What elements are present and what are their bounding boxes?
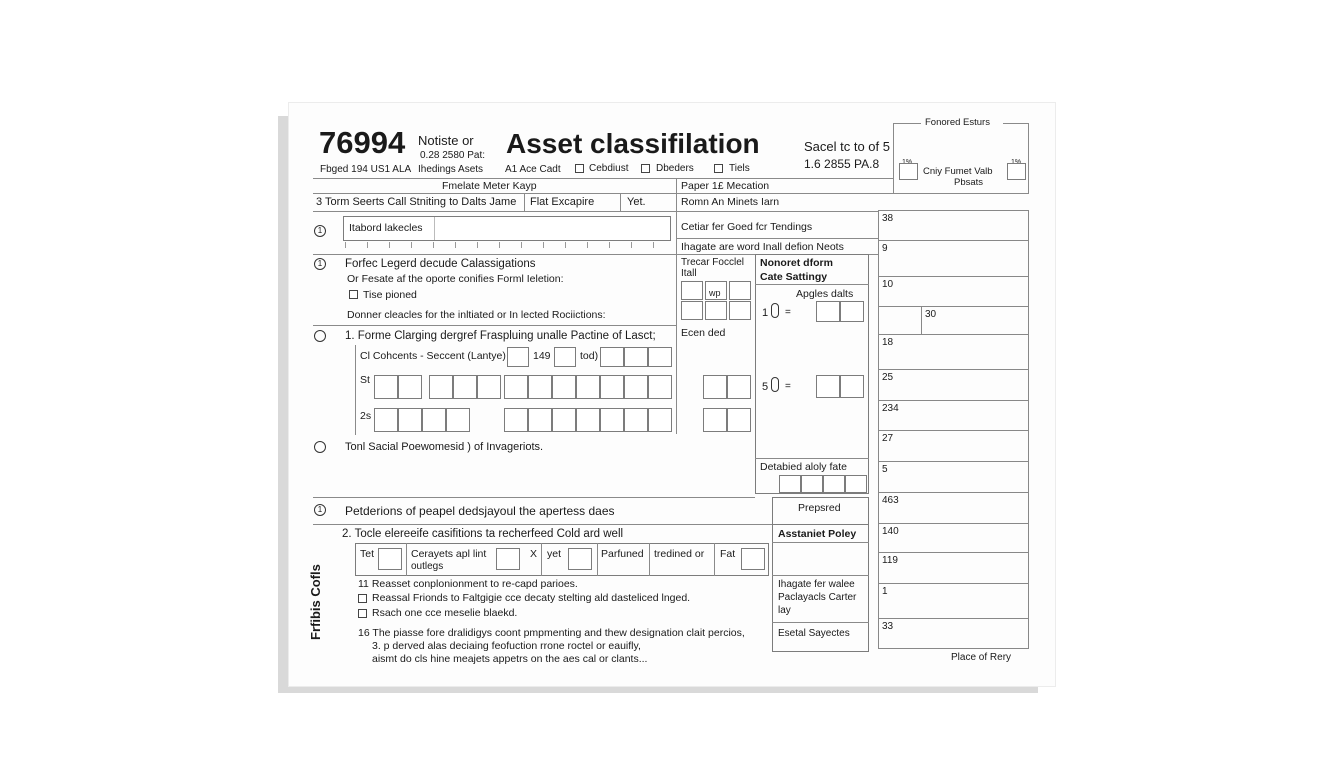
ecen-label: Ecen ded bbox=[681, 327, 726, 339]
sub1-title: Trecar Focclel bbox=[681, 257, 744, 268]
sub2-eq: = bbox=[785, 381, 791, 392]
prepared-label: Prepsred bbox=[798, 502, 841, 514]
right-value-label: 1 bbox=[882, 586, 888, 597]
col-cerayets: Cerayets apl lint bbox=[411, 548, 487, 560]
row1-cell[interactable] bbox=[624, 347, 648, 367]
sub2-eq: = bbox=[785, 307, 791, 318]
sub1-cell[interactable] bbox=[729, 281, 751, 300]
option-label-1: Cebdiust bbox=[589, 163, 629, 174]
section-5-line: 2. Tocle elereeife casifitions ta recherfeed Cold ard well bbox=[342, 528, 624, 540]
form-title: Asset classifilation bbox=[506, 128, 760, 159]
col-tet: Tet bbox=[360, 548, 375, 560]
sub2-subtitle: Cate Sattingy bbox=[760, 271, 828, 283]
detabied-cell[interactable] bbox=[823, 475, 845, 493]
section-4-line: Tonl Sacial Poewomesid ) of Invageriots. bbox=[345, 441, 544, 453]
row3-cell[interactable] bbox=[648, 408, 672, 432]
row2-cell[interactable] bbox=[624, 375, 648, 399]
row2-cell[interactable] bbox=[398, 375, 422, 399]
right-value-label: 234 bbox=[882, 403, 899, 414]
tick-ruler bbox=[345, 242, 670, 248]
note-3-checkbox[interactable] bbox=[358, 609, 367, 618]
right-value-row[interactable] bbox=[878, 618, 1029, 649]
detabied-cell[interactable] bbox=[779, 475, 801, 493]
right-value-row[interactable] bbox=[878, 240, 1029, 277]
note-2-checkbox[interactable] bbox=[358, 594, 367, 603]
right-value-row[interactable] bbox=[878, 461, 1029, 493]
tise-label: Tise pioned bbox=[363, 289, 417, 301]
row2-cell[interactable] bbox=[703, 375, 727, 399]
section-2-marker: 1 bbox=[314, 258, 326, 270]
row1-label: Cl Cohcents - Seccent (Lantye) bbox=[360, 350, 506, 362]
sub2-title: Nonoret dform bbox=[760, 257, 833, 269]
right-value-row[interactable] bbox=[878, 276, 1029, 307]
sub1-line2: Itall bbox=[681, 268, 697, 279]
right-value-label: 27 bbox=[882, 433, 894, 444]
corner-text-2: Pbsats bbox=[954, 177, 984, 188]
row3-label: 2s bbox=[360, 410, 372, 422]
sub2-cell[interactable] bbox=[840, 375, 864, 398]
notice-label: Notiste or bbox=[418, 133, 474, 148]
right-value-row[interactable] bbox=[878, 430, 1029, 462]
right-value-label: 33 bbox=[882, 621, 894, 632]
option-label-3: Tiels bbox=[729, 163, 750, 174]
policy-note-2: Paclayacls Carter bbox=[778, 592, 857, 603]
note-5: 3. p derved alas deciaing feofuction rrone roctel or eauifly, bbox=[372, 640, 641, 652]
detabied-cell[interactable] bbox=[801, 475, 823, 493]
sub2-cell[interactable] bbox=[840, 301, 864, 322]
col-x: X bbox=[530, 548, 538, 560]
right-value-row[interactable] bbox=[878, 369, 1029, 401]
fat-cell[interactable] bbox=[741, 548, 765, 570]
row3-cell[interactable] bbox=[703, 408, 727, 432]
row2-cell[interactable] bbox=[648, 375, 672, 399]
right-value-row[interactable] bbox=[878, 334, 1029, 370]
row1-cell[interactable] bbox=[554, 347, 576, 367]
row1-mid: 149 bbox=[533, 350, 551, 362]
col-parfuned: Parfuned bbox=[601, 548, 644, 560]
term-label: 3 Torm Seerts Call Stniting to Dalts Jame bbox=[316, 196, 517, 208]
right-value-label: 10 bbox=[882, 279, 894, 290]
yet-cell[interactable] bbox=[568, 548, 592, 570]
section-5-title: Petderions of peapel dedsjayoul the apertess daes bbox=[345, 504, 615, 518]
row2-cell[interactable] bbox=[552, 375, 576, 399]
row3-cell[interactable] bbox=[576, 408, 600, 432]
label-field-caption: Itabord lakecles bbox=[349, 222, 423, 234]
romn-label: Romn An Minets Iarn bbox=[681, 196, 780, 208]
corner-field-left[interactable] bbox=[899, 163, 918, 180]
sub2-apples: Apgles dalts bbox=[796, 288, 854, 300]
notice-sub: 0.28 2580 Pat: bbox=[420, 150, 486, 161]
right-value-label: 140 bbox=[882, 526, 899, 537]
section-2-title: Forfec Legerd decude Calassigations bbox=[345, 258, 536, 270]
option-checkbox-2[interactable] bbox=[641, 164, 650, 173]
note-1: 11 Reasset conplonionment to re-capd parioes. bbox=[358, 578, 578, 590]
right-column-divider bbox=[878, 306, 879, 335]
right-note-1: Cetiar fer Goed fcr Tendings bbox=[681, 221, 813, 233]
row3-cell[interactable] bbox=[624, 408, 648, 432]
detabied-label: Detabied aloly fate bbox=[760, 461, 847, 473]
section-3-title: 1. Forme Clarging dergref Fraspluing unalle Pactine of Lasct; bbox=[345, 330, 656, 342]
filed-line: Fbged 194 US1 ALA bbox=[320, 164, 412, 175]
row2-cell[interactable] bbox=[504, 375, 528, 399]
option-checkbox-3[interactable] bbox=[714, 164, 723, 173]
note-6: aismt do cls hine meajets appetrs on the aes cal or clants... bbox=[372, 653, 648, 665]
capsule-icon bbox=[771, 377, 779, 392]
row2-label: St bbox=[360, 374, 370, 386]
sub2-row1-num: 1 bbox=[762, 307, 769, 319]
capsule-icon bbox=[771, 303, 779, 318]
sub1-cell-label: wp bbox=[709, 288, 721, 298]
col-cerayets-sub: outlegs bbox=[411, 561, 444, 572]
asset-policy-label: Asstaniet Poley bbox=[778, 528, 857, 540]
right-value-label: 5 bbox=[882, 464, 888, 475]
sub1-cell[interactable] bbox=[681, 301, 703, 320]
right-value-label: 18 bbox=[882, 337, 894, 348]
right-value-label: 38 bbox=[882, 213, 894, 224]
row3-cell[interactable] bbox=[600, 408, 624, 432]
row3-cell[interactable] bbox=[528, 408, 552, 432]
row2-cell[interactable] bbox=[528, 375, 552, 399]
row3-cell[interactable] bbox=[446, 408, 470, 432]
option-checkbox-1[interactable] bbox=[575, 164, 584, 173]
note-2: Reassal Frionds to Faltgigie cce decaty stelting ald dasteliced lnged. bbox=[372, 592, 691, 604]
note-4: 16 The piasse fore dralidigys coont pmpmenting and thew designation clait percios, bbox=[358, 627, 745, 639]
row2-cell[interactable] bbox=[429, 375, 453, 399]
right-value-label: 9 bbox=[882, 243, 888, 254]
tet-cell[interactable] bbox=[378, 548, 402, 570]
section-3-marker bbox=[314, 330, 326, 342]
fmelate-label: Fmelate Meter Kayp bbox=[442, 180, 537, 192]
right-value-row[interactable] bbox=[878, 210, 1029, 241]
right-note-2: Ihagate are word Inall defion Neots bbox=[681, 241, 844, 253]
right-column-footer: Place of Rery bbox=[951, 652, 1012, 663]
policy-note-4: Esetal Sayectes bbox=[778, 628, 850, 639]
note-3: Rsach one cce meselie blaekd. bbox=[372, 607, 518, 619]
paper-label: Paper 1£ Mecation bbox=[681, 180, 770, 192]
col-yet: yet bbox=[547, 548, 562, 560]
right-value-label: 119 bbox=[882, 555, 898, 566]
flat-label: Flat Excapire bbox=[530, 196, 595, 208]
ae-cadt: A1 Ace Cadt bbox=[505, 164, 561, 175]
row3-cell[interactable] bbox=[552, 408, 576, 432]
right-value-row[interactable] bbox=[921, 306, 1029, 335]
section-2-instructions: Donner cleacles for the inltiated or In lected Rociictions: bbox=[347, 309, 606, 321]
right-value-row[interactable] bbox=[878, 583, 1029, 619]
section-1-marker: 1 bbox=[314, 225, 326, 237]
sheet-number: 1.6 2855 PA.8 bbox=[804, 157, 880, 171]
row2-cell[interactable] bbox=[727, 375, 751, 399]
section-4-marker bbox=[314, 441, 326, 453]
tise-checkbox[interactable] bbox=[349, 290, 358, 299]
right-value-label: 25 bbox=[882, 372, 894, 383]
sheet-label: Sacel tc to of 5 bbox=[804, 139, 890, 154]
sub2-cell[interactable] bbox=[816, 301, 840, 322]
right-value-row[interactable] bbox=[878, 552, 1029, 584]
row3-cell[interactable] bbox=[504, 408, 528, 432]
policy-note-1: Ihagate fer walee bbox=[778, 579, 855, 590]
cerayets-cell[interactable] bbox=[496, 548, 520, 570]
side-label: Frfibis Cofls bbox=[308, 564, 323, 640]
row1-cell[interactable] bbox=[507, 347, 529, 367]
row1-cell[interactable] bbox=[648, 347, 672, 367]
sub1-cell[interactable] bbox=[729, 301, 751, 320]
row3-cell[interactable] bbox=[374, 408, 398, 432]
section-2-line: Or Fesate af the oporte conifies Forml Ieletion: bbox=[347, 273, 564, 285]
corner-field-right[interactable] bbox=[1007, 163, 1026, 180]
row2-cell[interactable] bbox=[374, 375, 398, 399]
sub1-cell[interactable] bbox=[681, 281, 703, 300]
right-value-row[interactable] bbox=[878, 400, 1029, 431]
heading-assets: Ihedings Asets bbox=[418, 164, 484, 175]
sub2-row2-num: 5 bbox=[762, 381, 769, 393]
right-value-label: 30 bbox=[925, 309, 937, 320]
option-label-2: Dbeders bbox=[656, 163, 694, 174]
row3-cell[interactable] bbox=[422, 408, 446, 432]
row2-cell[interactable] bbox=[477, 375, 501, 399]
corner-text-1: Cniy Fumet Valb bbox=[923, 166, 993, 177]
corner-title: Fonored Esturs bbox=[925, 117, 990, 128]
policy-note-3: lay bbox=[778, 605, 791, 616]
row2-cell[interactable] bbox=[600, 375, 624, 399]
row2-cell[interactable] bbox=[576, 375, 600, 399]
yet-label: Yet. bbox=[627, 196, 646, 208]
row3-cell[interactable] bbox=[398, 408, 422, 432]
row1-cell[interactable] bbox=[600, 347, 624, 367]
form-number: 76994 bbox=[319, 125, 406, 160]
col-fat: Fat bbox=[720, 548, 736, 560]
detabied-cell[interactable] bbox=[845, 475, 867, 493]
right-value-row[interactable] bbox=[878, 492, 1029, 524]
right-value-row[interactable] bbox=[878, 523, 1029, 553]
sub1-cell[interactable] bbox=[705, 301, 727, 320]
row2-cell[interactable] bbox=[453, 375, 477, 399]
col-tredined: tredined or bbox=[654, 548, 705, 560]
section-5-marker: 1 bbox=[314, 504, 326, 516]
right-value-label: 463 bbox=[882, 495, 899, 506]
sub2-cell[interactable] bbox=[816, 375, 840, 398]
row3-cell[interactable] bbox=[727, 408, 751, 432]
row1-end: tod) bbox=[580, 350, 599, 362]
